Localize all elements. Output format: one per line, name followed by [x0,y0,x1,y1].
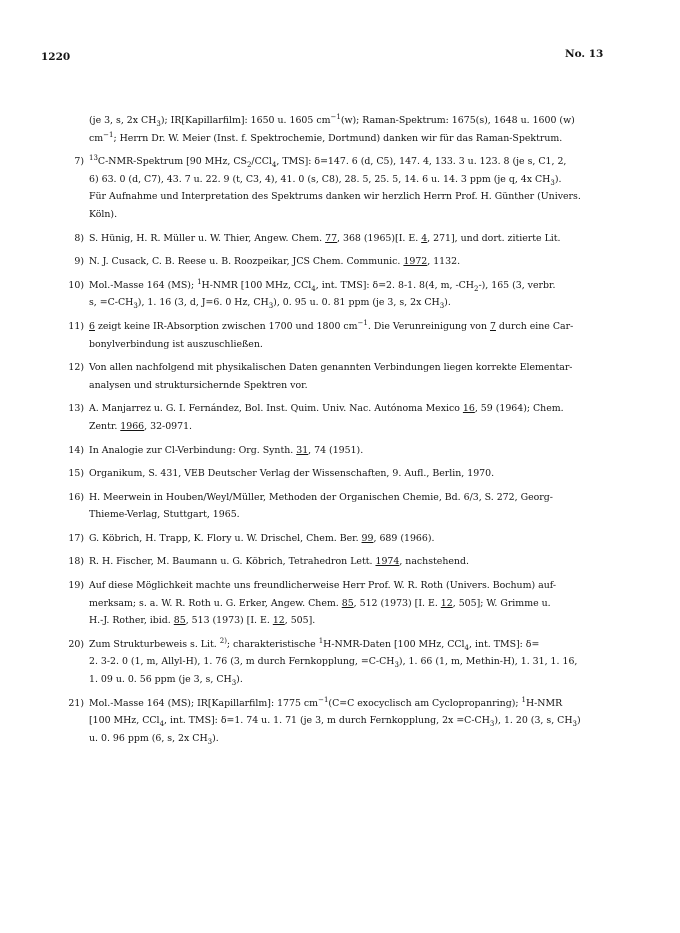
reference-text: , 74 (1951). [308,444,364,456]
reference-text: Köln). [89,208,118,220]
reference-text: analysen und struktursichernde Spektren vor. [89,379,308,391]
reference-text: G. Köbrich, H. Trapp, K. Flory u. W. Drischel, Chem. Ber. [89,532,362,544]
reference-text: Mol.-Masse 164 (MS); IR[Kapillarfilm]: 1775 cm [89,697,319,709]
reference-item [66,695,626,748]
reference-text: , int. TMS]: δ= [469,638,540,650]
reference-item [66,530,626,548]
reference-item [66,253,626,271]
underlined-text: 85 [341,597,354,609]
journal-issue-number: No. 13 [565,48,604,60]
reference-text: cm [89,132,104,144]
reference-number: 7) [74,156,84,168]
reference-item [66,442,626,460]
underlined-text: 16 [462,403,475,415]
superscript-text: −1 [330,112,341,121]
reference-line [89,489,626,507]
reference-text: , nachstehend. [399,556,469,568]
underlined-text: 31 [296,444,309,456]
reference-number: 11) [68,320,84,332]
reference-item [66,636,626,689]
reference-line [89,112,626,130]
reference-text: , 689 (1966). [373,532,435,544]
reference-text: [100 MHz, CCl [89,715,160,727]
reference-line [89,400,626,418]
subscript-text: 4 [159,720,165,729]
subscript-text: 3 [231,678,237,687]
reference-text: N. J. Cusack, C. B. Reese u. B. Roozpeikar, JCS Chem. Communic. [89,256,404,268]
reference-line [89,336,626,354]
reference-text: H-NMR-Daten [100 MHz, CCl [323,638,465,650]
superscript-text: 1 [521,695,526,704]
reference-text: merksam; s. a. W. R. Roth u. G. Erker, Angew. Chem. [89,597,342,609]
reference-text: (w); Raman-Spektrum: 1675(s), 1648 u. 1600 (w) [340,115,575,126]
reference-line [89,230,626,248]
reference-text: /CCl [251,156,272,168]
reference-text: s, =C-CH [89,297,134,309]
reference-line [89,506,626,524]
reference-text: , 368 (1965)[I. E. [337,232,422,244]
reference-line [89,359,626,377]
reference-line [89,277,626,295]
subscript-text: 3 [550,178,555,187]
reference-text: Auf diese Möglichkeit machte uns freundlicherweise Herr Prof. W. R. Roth (Univers. Bochum) auf- [89,580,557,592]
reference-item [66,230,626,248]
reference-line [89,712,626,730]
superscript-text: −1 [357,318,368,327]
reference-line [89,695,626,713]
reference-text: ); IR[Kapillarfilm]: 1650 u. 1605 cm [160,115,331,126]
reference-line [89,318,626,336]
reference-line [89,595,626,613]
reference-text: ) [576,715,581,727]
reference-item [66,318,626,353]
reference-text: 6) 63. 0 (d, C7), 43. 7 u. 22. 9 (t, C3, 4), 41. 0 (s, C8), 28. 5, 25. 5, 14. 6 u. 14. 3 ppm (je q, 4x CH [89,173,551,185]
reference-text: ). [444,297,451,309]
reference-number: 12) [68,362,84,374]
reference-text: , int. TMS]: δ=1. 74 u. 1. 71 (je 3, m durch Fernkopplung, 2x =C-CH [164,715,490,727]
superscript-text: −1 [103,130,114,139]
reference-text: bonylverbindung ist auszuschließen. [89,338,263,350]
subscript-text: 2 [246,161,252,170]
reference-item [66,153,626,223]
reference-text: , 513 (1973) [I. E. [185,615,273,627]
underlined-text: 1972 [403,256,428,268]
reference-text: ), 1. 66 (1, m, Methin-H), 1. 31, 1. 16, [398,656,578,668]
reference-line [89,418,626,436]
reference-line [89,671,626,689]
subscript-text: 3 [268,302,274,311]
superscript-text: 1 [197,277,202,286]
reference-line [89,577,626,595]
reference-item [66,489,626,524]
page-number: 1220 [41,51,71,63]
reference-number: 17) [68,532,84,544]
subscript-text: 3 [572,720,577,729]
underlined-text: 1966 [120,420,145,432]
reference-text: Mol.-Masse 164 (MS); [89,279,198,291]
reference-line [89,612,626,630]
reference-text: C-NMR-Spektrum [90 MHz, CS [97,156,247,168]
reference-text: Zentr. [89,420,121,432]
subscript-text: 3 [489,720,495,729]
reference-line [89,730,626,748]
superscript-text: 1 [318,636,324,645]
reference-number: 18) [68,556,84,568]
reference-text: , 32-0971. [144,420,193,432]
reference-item [66,577,626,630]
reference-text: In Analogie zur Cl-Verbindung: Org. Synth. [89,444,297,456]
reference-line [89,171,626,189]
reference-line [89,442,626,460]
reference-text: Von allen nachfolgend mit physikalischen Daten genannten Verbindungen liegen korrekte Elementar- [89,362,573,374]
reference-number: 21) [68,697,84,709]
subscript-text: 3 [156,119,161,128]
reference-text: ), 0. 95 u. 0. 81 ppm (je 3, s, 2x CH [273,297,440,309]
subscript-text: 3 [394,661,399,670]
subscript-text: 4 [271,161,277,170]
reference-text: ). [212,732,219,744]
reference-line [89,530,626,548]
reference-line [89,377,626,395]
reference-line [89,294,626,312]
reference-item [66,277,626,312]
underlined-text: 99 [361,532,374,544]
reference-text: , 512 (1973) [I. E. [353,597,441,609]
reference-text: S. Hünig, H. R. Müller u. W. Thier, Angew. Chem. [89,232,326,244]
reference-line [89,253,626,271]
reference-line [89,553,626,571]
reference-text: ), 1. 16 (3, d, J=6. 0 Hz, CH [137,297,269,309]
reference-text: , 1132. [427,256,461,268]
reference-text: . Die Verunreinigung von [367,320,490,332]
reference-item [66,465,626,483]
reference-line [89,465,626,483]
reference-line [89,636,626,654]
reference-line [89,206,626,224]
reference-text: ), 1. 20 (3, s, CH [494,715,573,727]
reference-number: 9) [74,256,84,268]
reference-text: , 59 (1964); Chem. [474,403,564,415]
reference-item [66,400,626,435]
reference-text: zeigt keine IR-Absorption zwischen 1700 und 1800 cm [94,320,358,332]
reference-line [89,130,626,148]
superscript-text: 13 [89,154,98,163]
reference-text: R. H. Fischer, M. Baumann u. G. Köbrich, Tetrahedron Lett. [89,556,376,568]
reference-text: Thieme-Verlag, Stuttgart, 1965. [89,509,240,521]
underlined-text: 77 [325,232,338,244]
reference-text: H.-J. Rother, ibid. [89,615,174,627]
reference-line [89,653,626,671]
reference-text: H-NMR [100 MHz, CCl [201,279,312,291]
reference-text: 2. 3-2. 0 (1, m, Allyl-H), 1. 76 (3, m durch Fernkopplung, =C-CH [89,656,395,668]
reference-item [66,359,626,394]
reference-number: 16) [68,491,84,503]
reference-text: H. Meerwein in Houben/Weyl/Müller, Methoden der Organischen Chemie, Bd. 6/3, S. 272, Georg- [89,491,553,503]
underlined-text: 4 [421,232,428,244]
reference-text: , 271], und dort. zitierte Lit. [427,232,561,244]
reference-text: , TMS]: δ=147. 6 (d, C5), 147. 4, 133. 3 u. 123. 8 (je s, C1, 2, [276,156,567,168]
reference-list [66,112,626,747]
underlined-text: 85 [173,615,186,627]
underlined-text: 12 [272,615,285,627]
reference-number: 19) [68,580,84,592]
underlined-text: 12 [440,597,453,609]
reference-line [89,153,626,171]
subscript-text: 3 [439,302,445,311]
subscript-text: 3 [207,737,213,746]
reference-line [89,188,626,206]
reference-text: -), 165 (3, verbr. [478,279,556,291]
reference-text: u. 0. 96 ppm (6, s, 2x CH [89,732,208,744]
reference-number: 13) [68,403,84,415]
reference-number: 8) [74,232,84,244]
reference-item [66,553,626,571]
reference-number: 14) [68,444,84,456]
reference-number: 10) [68,279,84,291]
reference-number: 20) [68,638,84,650]
underlined-text: 1974 [375,556,400,568]
reference-text: (C=C exocyclisch am Cyclopropanring); [328,697,522,709]
superscript-text: −1 [318,695,329,704]
reference-text: ; Herrn Dr. W. Meier (Inst. f. Spektrochemie, Dortmund) danken wir für das Raman-Spektrum. [113,132,563,144]
reference-text: , int. TMS]: δ=2. 8-1. 8(4, m, -CH [315,279,474,291]
subscript-text: 2 [473,284,479,293]
subscript-text: 4 [311,284,316,293]
reference-text: Zum Strukturbeweis s. Lit. [89,638,220,650]
reference-text: ). [554,173,562,185]
reference-text: A. Manjarrez u. G. I. Fernández, Bol. Inst. Quim. Univ. Nac. Autónoma Mexico [89,403,463,415]
reference-number: 15) [68,468,84,480]
reference-text: (je 3, s, 2x CH [89,115,157,126]
reference-item [66,112,626,147]
subscript-text: 4 [464,643,470,652]
subscript-text: 3 [133,302,138,311]
reference-text: ; charakteristische [226,638,319,650]
reference-text: 1. 09 u. 0. 56 ppm (je 3, s, CH [89,674,232,686]
reference-text: ). [236,674,243,686]
underlined-text: 7 [489,320,496,332]
reference-text: Für Aufnahme und Interpretation des Spektrums danken wir herzlich Herrn Prof. H. Günther (Univers. [89,191,581,203]
reference-text: , 505]; W. Grimme u. [452,597,551,609]
reference-text: , 505]. [284,615,316,627]
reference-text: H-NMR [525,697,563,709]
underlined-text: 6 [89,320,95,332]
superscript-text: 2) [219,636,227,645]
reference-text: Organikum, S. 431, VEB Deutscher Verlag der Wissenschaften, 9. Aufl., Berlin, 1970. [89,468,495,480]
reference-text: durch eine Car- [495,320,574,332]
